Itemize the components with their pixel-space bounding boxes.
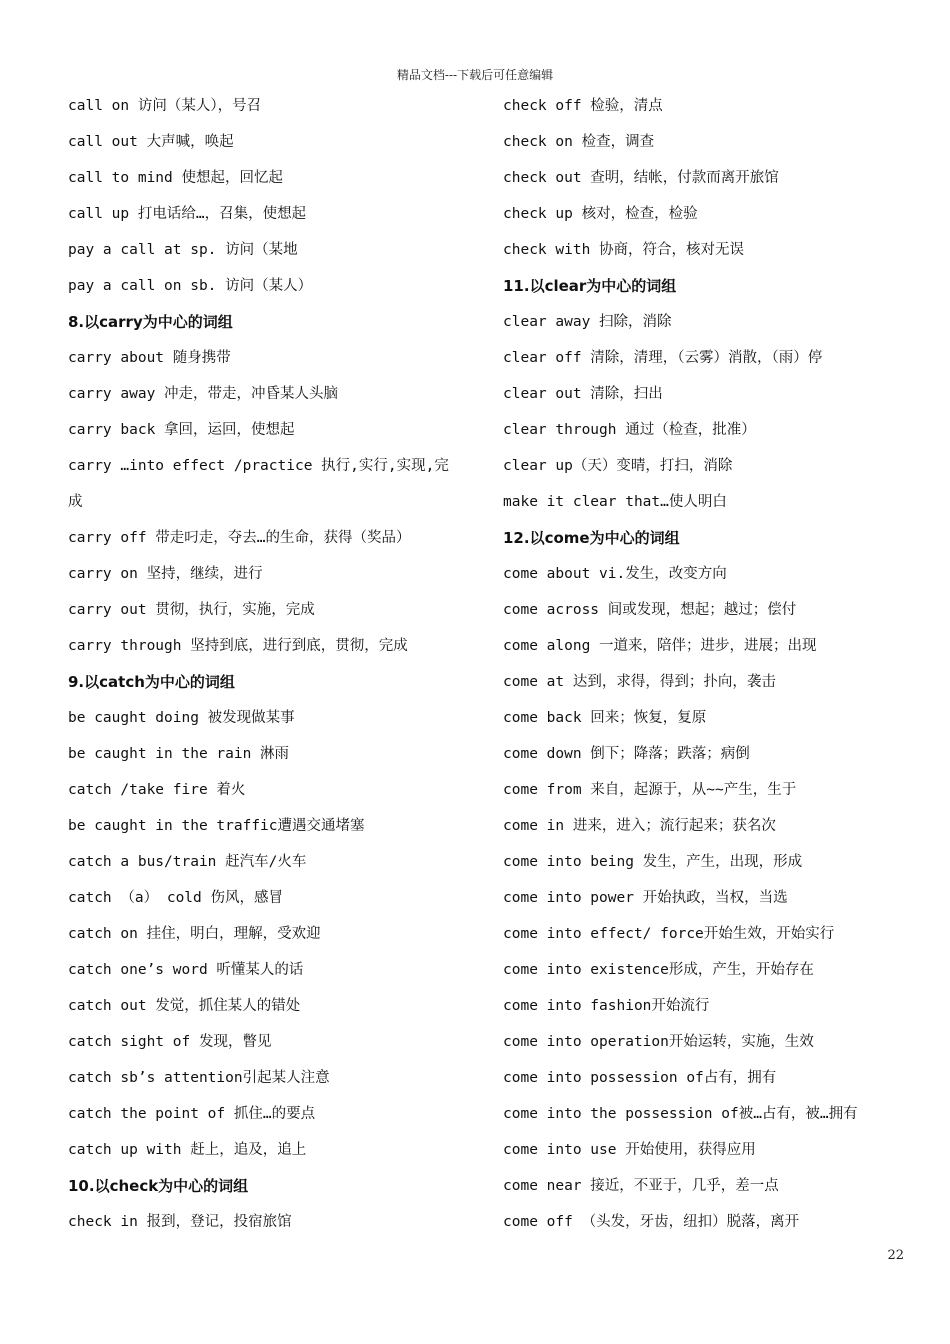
phrase-entry: come across 间或发现，想起；越过；偿付 (503, 602, 797, 618)
phrase-entry: catch sight of 发现，瞥见 (68, 1034, 272, 1050)
section-heading: 9.以catch为中心的词组 (68, 673, 235, 691)
phrase-entry: come into possession of占有，拥有 (503, 1070, 777, 1086)
phrase-entry: clear off 清除，清理，（云雾）消散，（雨）停 (503, 350, 823, 366)
phrase-entry: be caught in the traffic遭遇交通堵塞 (68, 818, 365, 834)
phrase-entry: be caught in the rain 淋雨 (68, 746, 290, 762)
phrase-entry: come back 回来；恢复，复原 (503, 710, 707, 726)
phrase-entry: come into operation开始运转，实施，生效 (503, 1034, 814, 1050)
phrase-entry: make it clear that…使人明白 (503, 494, 727, 510)
phrase-entry: clear away 扫除，消除 (503, 314, 672, 330)
phrase-entry: catch sb’s attention引起某人注意 (68, 1070, 330, 1086)
phrase-entry: come into use 开始使用，获得应用 (503, 1142, 756, 1158)
phrase-entry: carry about 随身携带 (68, 350, 231, 366)
phrase-entry: come in 进来，进入；流行起来；获名次 (503, 818, 776, 834)
phrase-entry: carry through 坚持到底，进行到底，贯彻，完成 (68, 638, 408, 654)
phrase-entry: come down 倒下；降落；跌落；病倒 (503, 746, 750, 762)
phrase-entry: come into effect/ force开始生效，开始实行 (503, 926, 835, 942)
phrase-entry: come into the possession of被…占有，被…拥有 (503, 1106, 858, 1122)
phrase-entry: catch a bus/train 赶汽车/火车 (68, 854, 307, 870)
page-number: 22 (887, 1248, 904, 1263)
phrase-entry: come off （头发，牙齿，纽扣）脱落，离开 (503, 1214, 800, 1230)
phrase-entry: come into power 开始执政，当权，当选 (503, 890, 788, 906)
phrase-entry: come about vi.发生，改变方向 (503, 566, 727, 582)
phrase-entry: check off 检验，清点 (503, 98, 663, 114)
phrase-entry: come into fashion开始流行 (503, 998, 710, 1014)
right-column (503, 88, 903, 1240)
phrase-entry: come from 来自，起源于，从~~产生，生于 (503, 782, 797, 798)
phrase-entry: pay a call at sp. 访问（某地 (68, 242, 298, 258)
phrase-entry: call out 大声喊，唤起 (68, 134, 234, 150)
phrase-entry: catch the point of 抓住…的要点 (68, 1106, 316, 1122)
section-heading: 12.以come为中心的词组 (503, 529, 680, 547)
phrase-entry: check in 报到，登记，投宿旅馆 (68, 1214, 292, 1230)
section-heading: 11.以clear为中心的词组 (503, 277, 677, 295)
phrase-entry: catch （a） cold 伤风，感冒 (68, 890, 283, 906)
phrase-entry: come along 一道来，陪伴；进步，进展；出现 (503, 638, 817, 654)
phrase-entry: clear through 通过（检查，批准） (503, 422, 756, 438)
phrase-entry: check on 检查，调查 (503, 134, 655, 150)
phrase-entry: be caught doing 被发现做某事 (68, 710, 295, 726)
phrase-entry: 成 (68, 494, 83, 510)
phrase-entry: come at 达到，求得，得到；扑向，袭击 (503, 674, 776, 690)
phrase-entry: carry …into effect /practice 执行,实行,实现,完 (68, 458, 449, 474)
phrase-entry: catch on 挂住，明白，理解，受欢迎 (68, 926, 321, 942)
phrase-entry: come near 接近，不亚于，几乎，差一点 (503, 1178, 779, 1194)
phrase-entry: call on 访问（某人），号召 (68, 98, 262, 114)
phrase-entry: pay a call on sb. 访问（某人） (68, 278, 313, 294)
phrase-entry: check with 协商，符合，核对无误 (503, 242, 745, 258)
phrase-entry: clear up（天）变晴，打扫，消除 (503, 458, 733, 474)
phrase-entry: carry off 带走叼走，夺去…的生命，获得（奖品） (68, 530, 411, 546)
phrase-entry: clear out 清除，扫出 (503, 386, 663, 402)
page-header: 精品文档---下载后可任意编辑 (396, 68, 554, 82)
phrase-entry: carry away 冲走，带走，冲昏某人头脑 (68, 386, 339, 402)
phrase-entry: catch out 发觉，抓住某人的错处 (68, 998, 301, 1014)
section-heading: 8.以carry为中心的词组 (68, 313, 233, 331)
phrase-entry: catch /take fire 着火 (68, 782, 246, 798)
section-heading: 10.以check为中心的词组 (68, 1177, 249, 1195)
phrase-entry: come into existence形成，产生，开始存在 (503, 962, 814, 978)
phrase-entry: come into being 发生，产生，出现，形成 (503, 854, 803, 870)
left-column (68, 88, 488, 1240)
phrase-entry: carry out 贯彻，执行，实施，完成 (68, 602, 315, 618)
phrase-entry: check up 核对，检查，检验 (503, 206, 698, 222)
phrase-entry: catch one’s word 听懂某人的话 (68, 962, 304, 978)
phrase-entry: check out 查明，结帐，付款而离开旅馆 (503, 170, 779, 186)
phrase-entry: call to mind 使想起，回忆起 (68, 170, 283, 186)
phrase-entry: carry on 坚持，继续，进行 (68, 566, 263, 582)
phrase-entry: call up 打电话给…，召集，使想起 (68, 206, 307, 222)
phrase-entry: catch up with 赶上，追及，追上 (68, 1142, 307, 1158)
phrase-entry: carry back 拿回，运回，使想起 (68, 422, 295, 438)
